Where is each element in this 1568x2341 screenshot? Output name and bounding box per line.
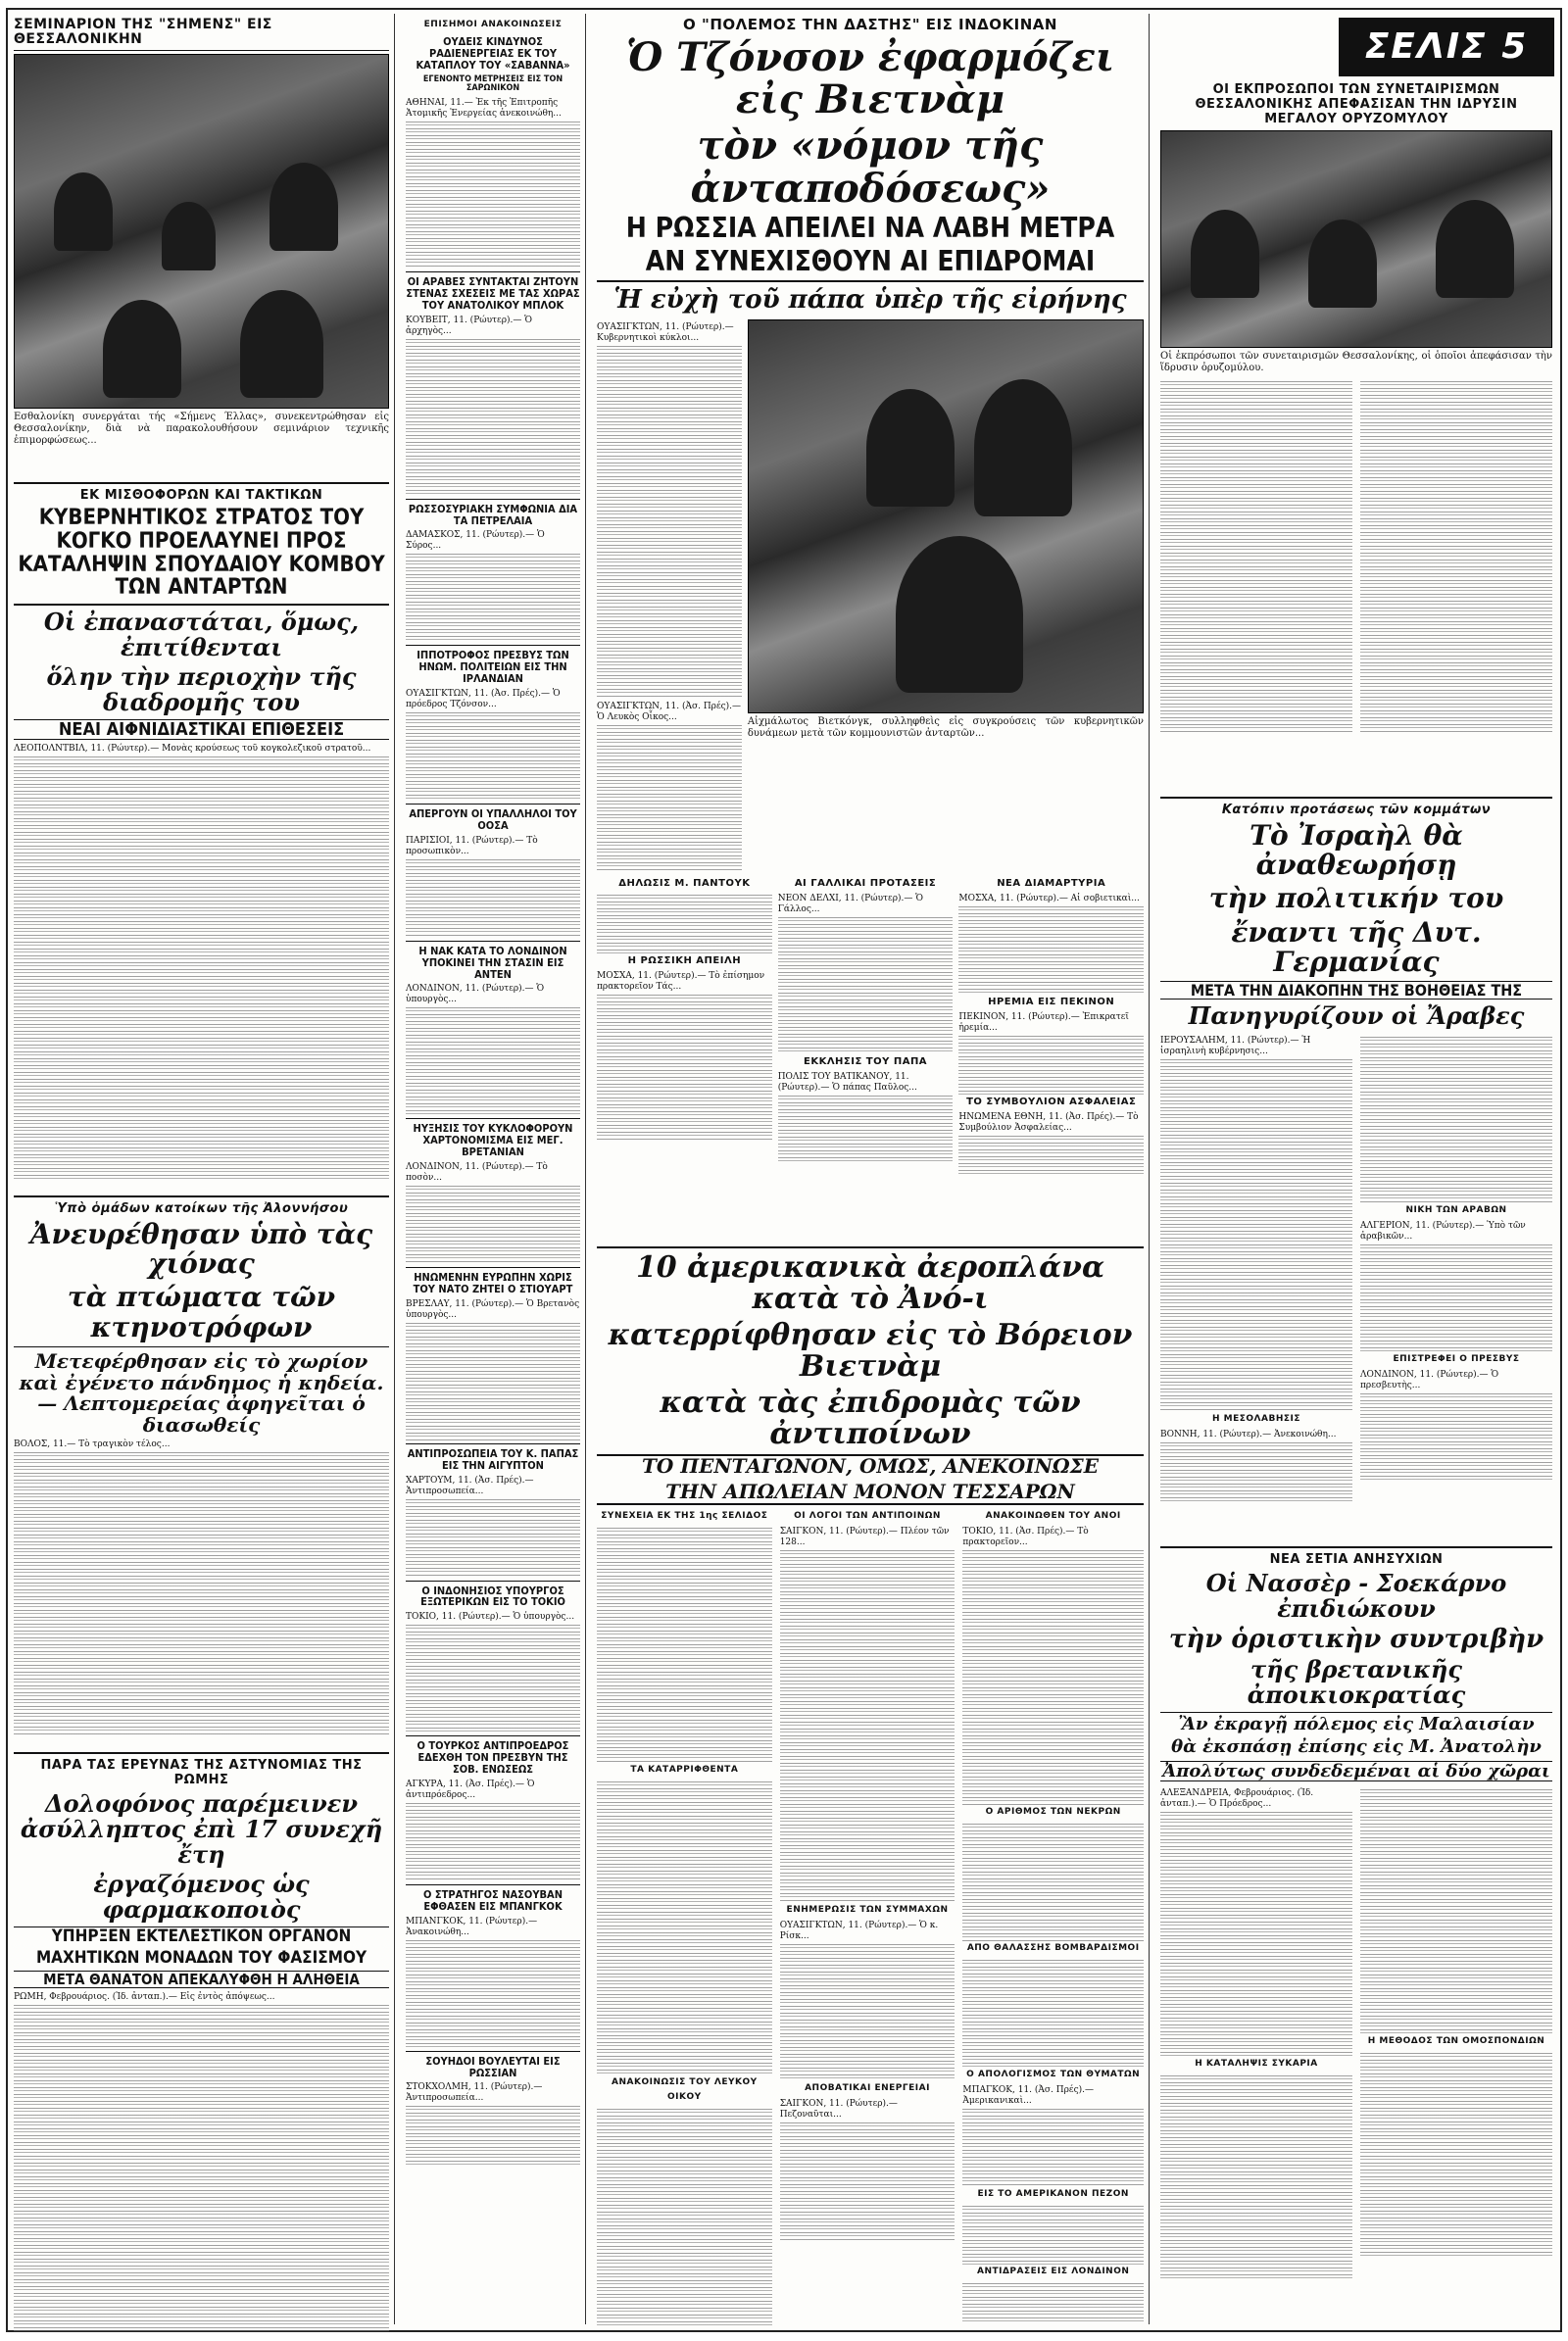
planes-dateline: ΣΑΙΓΚΟΝ, 11. (Ρώυτερ).— Πεζοναῦται... <box>779 2098 898 2120</box>
divider <box>406 645 580 646</box>
divider <box>597 1246 1144 1248</box>
divider <box>406 804 580 805</box>
israel-columns <box>1160 1033 1552 1501</box>
nasser-subheadline-3: Ἀπολύτως συνδεδεμέναι αἱ δύο χῶραι <box>1160 1761 1552 1781</box>
rome-subheadline: ΥΠΗΡΞΕΝ ΕΚΤΕΛΕΣΤΙΚΟΝ ΟΡΓΑΝΟΝ <box>14 1926 389 1945</box>
brief-body <box>406 1499 580 1578</box>
figure <box>240 290 323 398</box>
brief-body <box>406 339 580 496</box>
prisoner-photo <box>748 319 1144 713</box>
vietnam-section-head: ΗΡΕΜΙΑ ΕΙΣ ΠΕΚΙΝΟΝ <box>988 997 1115 1008</box>
planes-col-1 <box>597 1509 772 2326</box>
rice-mill-columns <box>1160 377 1552 734</box>
nasser-columns <box>1160 1785 1552 2281</box>
israel-body <box>1160 1059 1352 1412</box>
figure <box>103 300 181 398</box>
nasser-section-head: Η ΚΑΤΑΛΗΨΙΣ ΣΥΚΑΡΙΑ <box>1195 2059 1318 2070</box>
divider <box>406 2051 580 2052</box>
vietnam-body <box>958 906 1144 995</box>
planes-section-head: ΟΙ ΛΟΓΟΙ ΤΩΝ ΑΝΤΙΠΟΙΝΩΝ <box>794 1510 941 1521</box>
planes-section-head: ΑΠΟ ΘΑΛΑΣΣΗΣ ΒΟΜΒΑΡΔΙΣΜΟΙ <box>966 1942 1140 1953</box>
brief-dateline: ΛΟΝΔΙΝΟΝ, 11. (Ρώυτερ).— Ὁ ὑπουργὸς... <box>406 984 545 1005</box>
alonnisos-headline: Ἀνευρέθησαν ὑπὸ τὰς χιόνας <box>29 1218 373 1281</box>
vietnam-body <box>958 1136 1144 1175</box>
column-2 <box>400 14 586 2324</box>
planes-body <box>597 1528 772 1763</box>
vietnam-body <box>597 725 742 872</box>
israel-headline-3: ἔναντι τῆς Δυτ. Γερμανίας <box>1231 915 1482 978</box>
nasser-body <box>1160 2075 1352 2281</box>
vietnam-dateline: ΟΥΑΣΙΓΚΤΩΝ, 11. (Ἀσ. Πρές).— Ὁ Λευκὸς Οἶκος... <box>597 702 742 723</box>
brief-headline: ΗΝΩΜΕΝΗΝ ΕΥΡΩΠΗΝ ΧΩΡΙΣ ΤΟΥ ΝΑΤΟ ΖΗΤΕΙ Ο ΣΤΙΟΥΑΡΤ <box>413 1271 573 1295</box>
divider <box>14 1195 389 1197</box>
planes-body <box>962 1824 1144 1941</box>
israel-subheadline-2: Πανηγυρίζουν οἱ Ἄραβες <box>1188 1001 1525 1031</box>
planes-subheadline: ΤΟ ΠΕΝΤΑΓΩΝΟΝ, ΟΜΩΣ, ΑΝΕΚΟΙΝΩΣΕ <box>597 1454 1144 1478</box>
vietnam-kicker: Ο "ΠΟΛΕΜΟΣ ΤΗΝ ΔΑΣΤΗΣ" ΕΙΣ ΙΝΔΟΚΙΝΑΝ <box>683 16 1057 33</box>
brief-dateline: ΒΡΕΣΛΑΥ, 11. (Ρώυτερ).— Ὁ Βρετανὸς ὑπουργὸς... <box>406 1298 580 1320</box>
rome-headline-2: ἐργαζόμενος ὡς φαρμακοποιὸς <box>93 1869 310 1924</box>
vietnam-lead-col-1 <box>597 319 742 872</box>
vietnam-briefs-grid <box>597 876 1144 1175</box>
israel-body <box>1360 1393 1552 1482</box>
planes-body <box>962 2206 1144 2265</box>
congo-dateline: ΛΕΟΠΟΛΝΤΒΙΛ, 11. (Ρώυτερ).— Μονὰς κρούσεως τοῦ κογκολεζικοῦ στρατοῦ... <box>14 744 371 755</box>
vietnam-body <box>597 895 772 953</box>
planes-col-2 <box>780 1509 956 2326</box>
rome-subheadline-3: ΜΕΤΑ ΘΑΝΑΤΟΝ ΑΠΕΚΑΛΥΦΘΗ Η ΑΛΗΘΕΙΑ <box>14 1971 389 1988</box>
divider <box>406 499 580 500</box>
israel-section-head: ΝΙΚΗ ΤΩΝ ΑΡΑΒΩΝ <box>1405 1205 1507 1216</box>
israel-dateline: ΛΟΝΔΙΝΟΝ, 11. (Ρώυτερ).— Ὁ πρεσβευτὴς... <box>1360 1370 1499 1391</box>
briefs-column <box>400 14 586 2326</box>
divider <box>14 482 389 484</box>
planes-body <box>597 2109 772 2326</box>
congo-article <box>8 474 395 1180</box>
divider <box>406 1735 580 1736</box>
planes-section-head: ΑΝΤΙΔΡΑΣΕΙΣ ΕΙΣ ΛΟΝΔΙΝΟΝ <box>976 2266 1130 2276</box>
nasser-headline: Οἱ Νασσὲρ - Σοεκάρνο ἐπιδιώκουν <box>1205 1569 1507 1623</box>
nasser-col-2 <box>1360 1785 1552 2281</box>
brief-dateline: ΧΑΡΤΟΥΜ, 11. (Ἀσ. Πρές).— Ἀντιπροσωπεία... <box>406 1475 534 1496</box>
planes-dateline: ΟΥΑΣΙΓΚΤΩΝ, 11. (Ρώυτερ).— Ὁ κ. Ρίσκ... <box>779 1920 939 1941</box>
planes-body <box>780 1550 956 1903</box>
israel-subheadline: ΜΕΤΑ ΤΗΝ ΔΙΑΚΟΠΗΝ ΤΗΣ ΒΟΗΘΕΙΑΣ ΤΗΣ <box>1160 981 1552 1000</box>
divider <box>406 1118 580 1119</box>
planes-body <box>962 2283 1144 2322</box>
newspaper-page <box>6 8 1562 2332</box>
brief-body <box>406 712 580 801</box>
nasser-body <box>1360 1789 1552 2034</box>
israel-dateline: ΒΟΝΝΗ, 11. (Ρώυτερ).— Ἀνεκοινώθη... <box>1160 1430 1337 1440</box>
seminar-photo <box>14 54 389 409</box>
planes-section-head: Ο ΑΡΙΘΜΟΣ ΤΩΝ ΝΕΚΡΩΝ <box>985 1806 1121 1817</box>
planes-headline-2: κατερρίφθησαν εἰς τὸ Βόρειον Βιετνὰμ <box>608 1317 1133 1385</box>
planes-col-3 <box>962 1509 1144 2326</box>
congo-subheadline-2: ὅλην τὴν περιοχὴν τῆς διαδρομῆς του <box>46 661 357 716</box>
figure <box>1191 210 1259 298</box>
vietnam-dateline: ΠΟΛΙΣ ΤΟΥ ΒΑΤΙΚΑΝΟΥ, 11. (Ρώυτερ).— Ὁ πάπας Παῦλος... <box>777 1072 917 1094</box>
brief-headline: ΟΥΔΕΙΣ ΚΙΝΔΥΝΟΣ ΡΑΔΙΕΝΕΡΓΕΙΑΣ ΕΚ ΤΟΥ ΚΑΤΑΠΛΟΥ ΤΟΥ «ΣΑΒΑΝΝΑ» <box>416 35 570 72</box>
israel-kicker: Κατόπιν προτάσεως τῶν κομμάτων <box>1221 803 1492 817</box>
rome-body <box>14 2005 389 2332</box>
divider <box>14 50 389 51</box>
brief-headline: Ο ΣΤΡΑΤΗΓΟΣ ΝΑΣΟΥΒΑΝ ΕΦΘΑΣΕΝ ΕΙΣ ΜΠΑΝΓΚΟΚ <box>423 1887 563 1913</box>
nasser-headline-2: τὴν ὁριστικὴν συντριβὴν <box>1168 1624 1544 1654</box>
planes-article <box>591 1239 1150 2326</box>
prisoner-photo-caption: Αἰχμάλωτος Βιετκόνγκ, συλληφθεὶς εἰς συγκρούσεις τῶν κυβερνητικῶν δυνάμεων μετὰ τῶν κομμουνιστῶν ἀνταρτῶν... <box>747 716 1144 740</box>
alonnisos-kicker: Ὑπὸ ὁμάδων κατοίκων τῆς Ἀλοννήσου <box>54 1201 349 1216</box>
planes-section-head: ΣΥΝΕΧΕΙΑ ΕΚ ΤΗΣ 1ης ΣΕΛΙΔΟΣ <box>601 1510 768 1521</box>
brief-headline: ΣΟΥΗΔΟΙ ΒΟΥΛΕΥΤΑΙ ΕΙΣ ΡΩΣΣΙΑΝ <box>425 2054 561 2079</box>
vietnam-body <box>778 917 954 1054</box>
israel-headline-2: τὴν πολιτικήν του <box>1208 882 1504 915</box>
israel-col-2 <box>1360 1033 1552 1501</box>
vietnam-subheadline-3: Ἡ εὐχὴ τοῦ πάπα ὑπὲρ τῆς εἰρήνης <box>597 280 1144 314</box>
brief-body <box>406 1186 580 1264</box>
rome-subheadline-2: ΜΑΧΗΤΙΚΩΝ ΜΟΝΑΔΩΝ ΤΟΥ ΦΑΣΙΣΜΟΥ <box>35 1947 368 1968</box>
figure <box>974 379 1072 516</box>
israel-body <box>1360 1037 1552 1203</box>
vietnam-headline: Ὁ Τζόνσον ἐφαρμόζει εἰς Βιετνὰμ <box>625 34 1115 123</box>
brief-headline: ΙΠΠΟΤΡΟΦΟΣ ΠΡΕΣΒΥΣ ΤΩΝ ΗΝΩΜ. ΠΟΛΙΤΕΙΩΝ ΕΙΣ ΤΗΝ ΙΡΛΑΝΔΙΑΝ <box>416 649 569 686</box>
rice-mill-kicker: ΟΙ ΕΚΠΡΟΣΩΠΟΙ ΤΩΝ ΣΥΝΕΤΑΙΡΙΣΜΩΝ ΘΕΣΣΑΛΟΝΙΚΗΣ ΑΠΕΦΑΣΙΣΑΝ ΤΗΝ ΙΔΡΥΣΙΝ ΜΕΓΑΛΟΥ ΟΡΥΖΟΜΥΛΟΥ <box>1195 82 1518 126</box>
planes-body <box>780 2122 956 2240</box>
vietnam-briefs-col-3 <box>958 876 1144 1175</box>
brief-kicker: ΕΠΙΣΗΜΟΙ ΑΝΑΚΟΙΝΩΣΕΙΣ <box>423 20 563 29</box>
rome-article <box>8 1744 395 2332</box>
vietnam-section-head: ΕΚΚΛΗΣΙΣ ΤΟΥ ΠΑΠΑ <box>803 1056 928 1068</box>
nasser-section-head: Η ΜΕΘΟΔΟΣ ΤΩΝ ΟΜΟΣΠΟΝΔΙΩΝ <box>1367 2036 1545 2047</box>
planes-section-head: ΤΑ ΚΑΤΑΡΡΙΦΘΕΝΤΑ <box>630 1764 739 1775</box>
planes-dateline: ΣΑΙΓΚΟΝ, 11. (Ρώυτερ).— Πλέον τῶν 128... <box>779 1526 950 1547</box>
seminar-article <box>8 14 395 464</box>
planes-body <box>962 2109 1144 2187</box>
vietnam-briefs-col-2 <box>778 876 954 1175</box>
planes-body <box>962 1960 1144 2068</box>
brief-headline: ΑΝΤΙΠΡΟΣΩΠΕΙΑ ΤΟΥ Κ. ΠΑΠΑΣ ΕΙΣ ΤΗΝ ΑΙΓΥΠΤΟΝ <box>407 1446 579 1472</box>
congo-subheadline-3: ΝΕΑΙ ΑΙΦΝΙΔΙΑΣΤΙΚΑΙ ΕΠΙΘΕΣΕΙΣ <box>14 719 389 740</box>
cooperatives-caption: Οἱ ἐκπρόσωποι τῶν συνεταιρισμῶν Θεσσαλονίκης, οἱ ὁποῖοι ἀπεφάσισαν τὴν ἵδρυσιν ὀρυζομύλου. <box>1160 351 1552 373</box>
brief-body <box>406 122 580 268</box>
brief-dateline: ΔΑΜΑΣΚΟΣ, 11. (Ρώυτερ).— Ὁ Σύρος... <box>406 530 545 552</box>
brief-dateline: ΟΥΑΣΙΓΚΤΩΝ, 11. (Ἀσ. Πρές).— Ὁ πρόεδρος Τζόνσον... <box>406 689 561 710</box>
israel-body <box>1160 1442 1352 1501</box>
alonnisos-headline-2: τὰ πτώματα τῶν κτηνοτρόφων <box>67 1281 336 1343</box>
rice-mill-body <box>1360 381 1552 734</box>
brief-dateline: ΑΓΚΥΡΑ, 11. (Ἀσ. Πρές).— Ὁ ἀντιπρόεδρος... <box>406 1779 535 1800</box>
planes-section-head: ΕΙΣ ΤΟ ΑΜΕΡΙΚΑΝΟΝ ΠΕΖΟΝ <box>977 2188 1129 2199</box>
israel-headline: Τὸ Ἰσραὴλ θὰ ἀναθεωρήσῃ <box>1250 819 1463 882</box>
brief-subheadline: ΕΓΕΝΟΝΤΟ ΜΕΤΡΗΣΕΙΣ ΕΙΣ ΤΟΝ ΣΑΡΩΝΙΚΟΝ <box>422 73 564 94</box>
planes-subheadline-2: ΤΗΝ ΑΠΩΛΕΙΑΝ ΜΟΝΟΝ ΤΕΣΣΑΡΩΝ <box>597 1482 1144 1505</box>
brief-body <box>406 554 580 642</box>
brief-body <box>406 859 580 938</box>
planes-body <box>962 1550 1144 1805</box>
planes-dateline: ΜΠΑΓΚΟΚ, 11. (Ἀσ. Πρές).— Ἀμερικανικαὶ... <box>962 2084 1094 2106</box>
israel-col-1 <box>1160 1033 1352 1501</box>
vietnam-dateline: ΟΥΑΣΙΓΚΤΩΝ, 11. (Ρώυτερ).— Κυβερνητικοὶ κύκλοι... <box>597 322 734 344</box>
vietnam-body <box>597 995 772 1142</box>
brief-body <box>406 1803 580 1881</box>
vietnam-lead-col-2 <box>748 319 1144 872</box>
rome-headline: Δολοφόνος παρέμεινεν ἀσύλληπτος ἐπὶ 17 συνεχῆ ἔτη <box>20 1789 383 1869</box>
israel-dateline: ΙΕΡΟΥΣΑΛΗΜ, 11. (Ρώυτερ).— Ἡ ἰσραηλινὴ κυβέρνησις... <box>1160 1036 1311 1057</box>
brief-headline: ΑΠΕΡΓΟΥΝ ΟΙ ΥΠΑΛΛΗΛΟΙ ΤΟΥ ΟΟΣΑ <box>409 807 577 832</box>
divider <box>406 271 580 272</box>
planes-dateline: ΤΟΚΙΟ, 11. (Ἀσ. Πρές).— Τὸ πρακτορεῖον... <box>962 1526 1089 1547</box>
planes-headline: 10 ἀμερικανικὰ ἀεροπλάνα κατὰ τὸ Ἀνό-ι <box>635 1250 1105 1317</box>
page-number-badge: ΣΕΛΙΣ 5 <box>1339 18 1554 76</box>
vietnam-section-head: ΝΕΑ ΔΙΑΜΑΡΤΥΡΙΑ <box>997 878 1106 890</box>
congo-subheadline: Οἱ ἐπαναστάται, ὅμως, ἐπιτίθενται <box>14 604 389 660</box>
vietnam-dateline: ΗΝΩΜΕΝΑ ΕΘΝΗ, 11. (Ἀσ. Πρές).— Τὸ Συμβούλιον Ἀσφαλείας... <box>958 1112 1139 1134</box>
planes-section-head: ΑΠΟΒΑΤΙΚΑΙ ΕΝΕΡΓΕΙΑΙ <box>805 2082 930 2093</box>
brief-dateline: ΚΟΥΒΕΙΤ, 11. (Ρώυτερ).— Ὁ ἀρχηγὸς... <box>406 315 532 336</box>
divider <box>406 1581 580 1582</box>
divider <box>406 1267 580 1268</box>
figure <box>162 202 216 270</box>
planes-body <box>780 1944 956 2081</box>
brief-body <box>406 2106 580 2165</box>
nasser-headline-3: τῆς βρετανικῆς ἀποικιοκρατίας <box>1247 1654 1466 1709</box>
brief-headline: ΡΩΣΣΟΣΥΡΙΑΚΗ ΣΥΜΦΩΝΙΑ ΔΙΑ ΤΑ ΠΕΤΡΕΛΑΙΑ <box>408 502 578 527</box>
alonnisos-article <box>8 1188 395 1736</box>
vietnam-lead-article <box>591 14 1150 1239</box>
nasser-dateline: ΑΛΕΞΑΝΔΡΕΙΑ, Φεβρουάριος. (Ἰδ. ἀνταπ.).— Ὁ Πρόεδρος... <box>1160 1788 1314 1810</box>
vietnam-subheadline: Η ΡΩΣΣΙΑ ΑΠΕΙΛΕΙ ΝΑ ΛΑΒΗ ΜΕΤΡΑ <box>625 211 1115 244</box>
brief-dateline: ΜΠΑΝΓΚΟΚ, 11. (Ρώυτερ).— Ἀνακοινώθη... <box>406 1916 538 1937</box>
column-1 <box>8 14 395 2324</box>
figure <box>1436 200 1514 298</box>
brief-body <box>406 1007 580 1115</box>
figure <box>1308 219 1377 308</box>
planes-section-head: ΑΝΑΚΟΙΝΩΣΙΣ ΤΟΥ ΛΕΥΚΟΥ ΟΙΚΟΥ <box>612 2076 758 2102</box>
brief-dateline: ΛΟΝΔΙΝΟΝ, 11. (Ρώυτερ).— Τὸ ποσὸν... <box>406 1162 548 1184</box>
planes-section-head: Ο ΑΠΟΛΟΓΙΣΜΟΣ ΤΩΝ ΘΥΜΑΤΩΝ <box>966 2069 1141 2079</box>
planes-section-head: ΑΝΑΚΟΙΝΩΘΕΝ ΤΟΥ ΑΝΟΙ <box>985 1510 1121 1521</box>
brief-headline: Ο ΤΟΥΡΚΟΣ ΑΝΤΙΠΡΟΕΔΡΟΣ ΕΔΕΧΘΗ ΤΟΝ ΠΡΕΣΒΥΝ ΤΗΣ ΣΟΒ. ΕΝΩΣΕΩΣ <box>416 1739 569 1777</box>
vietnam-subheadline-2: ΑΝ ΣΥΝΕΧΙΣΘΟΥΝ ΑΙ ΕΠΙΔΡΟΜΑΙ <box>645 244 1096 277</box>
figure <box>270 163 338 251</box>
brief-dateline: ΣΤΟΚΧΟΛΜΗ, 11. (Ρώυτερ).— Ἀντιπροσωπεία... <box>406 2082 543 2104</box>
vietnam-dateline: ΜΟΣΧΑ, 11. (Ρώυτερ).— Τὸ ἐπίσημον πρακτορεῖον Τάς... <box>597 971 765 993</box>
divider <box>406 941 580 942</box>
divider <box>14 1752 389 1754</box>
divider <box>1160 1546 1552 1548</box>
congo-body <box>14 756 389 1180</box>
planes-headline-3: κατὰ τὰς ἐπιδρομὰς τῶν ἀντιποίνων <box>660 1385 1081 1451</box>
alonnisos-subheadline: Μετεφέρθησαν εἰς τὸ χωρίον καὶ ἐγένετο πάνδημος ἡ κηδεία.— Λεπτομερείας ἀφηγεῖται ὁ διασωθείς <box>14 1346 389 1436</box>
rome-kicker: ΠΑΡΑ ΤΑΣ ΕΡΕΥΝΑΣ ΤΗΣ ΑΣΤΥΝΟΜΙΑΣ ΤΗΣ ΡΩΜΗΣ <box>40 1758 363 1787</box>
vietnam-section-head: ΤΟ ΣΥΜΒΟΥΛΙΟΝ ΑΣΦΑΛΕΙΑΣ <box>966 1097 1137 1108</box>
israel-article <box>1154 789 1558 1534</box>
planes-columns <box>597 1509 1144 2326</box>
vietnam-body <box>958 1036 1144 1095</box>
nasser-article <box>1154 1538 1558 2332</box>
center-columns <box>591 14 1150 2324</box>
israel-body <box>1360 1244 1552 1352</box>
vietnam-body <box>597 346 742 699</box>
figure <box>866 389 955 507</box>
seminar-caption: Εσθαλονίκη συνεργάται τής «Σήμενς Έλλας», συνεκεντρώθησαν εἰς Θεσσαλονίκην, διὰ νὰ παρακολουθήσουν σεμινάριον τεχνικῆς ἐπιμορφώσεως... <box>14 412 389 446</box>
vietnam-section-head: ΔΗΛΩΣΙΣ Μ. ΠΑΝΤΟΥΚ <box>618 878 751 890</box>
nasser-body <box>1360 2053 1552 2259</box>
brief-headline: ΗΥΞΗΣΙΣ ΤΟΥ ΚΥΚΛΟΦΟΡΟΥΝ ΧΑΡΤΟΝΟΜΙΣΜΑ ΕΙΣ ΜΕΓ. ΒΡΕΤΑΝΙΑΝ <box>413 1122 573 1159</box>
vietnam-section-head: ΑΙ ΓΑΛΛΙΚΑΙ ΠΡΟΤΑΣΕΙΣ <box>794 878 937 890</box>
brief-dateline: ΑΘΗΝΑΙ, 11.— Ἐκ τῆς Ἐπιτροπῆς Ἀτομικῆς Ἐνεργείας ἀνεκοινώθη... <box>406 98 562 120</box>
nasser-kicker: ΝΕΑ ΣΕΤΙΑ ΑΝΗΣΥΧΙΩΝ <box>1269 1552 1444 1567</box>
seminar-kicker: ΣΕΜΙΝΑΡΙΟΝ ΤΗΣ "ΣΗΜΕΝΣ" ΕΙΣ ΘΕΣΣΑΛΟΝΙΚΗΝ <box>14 17 272 47</box>
brief-body <box>406 1323 580 1440</box>
vietnam-lead-columns <box>597 319 1144 872</box>
rome-dateline: ΡΩΜΗ, Φεβρουάριος. (Ἰδ. ἀνταπ.).— Εἰς ἐντὸς ἀπόψεως... <box>14 1992 275 2003</box>
alonnisos-body <box>14 1452 389 1736</box>
rice-mill-article <box>1154 78 1558 784</box>
figure <box>896 536 1023 693</box>
planes-section-head: ΕΝΗΜΕΡΩΣΙΣ ΤΩΝ ΣΥΜΜΑΧΩΝ <box>786 1904 949 1915</box>
vietnam-section-head: Η ΡΩΣΣΙΚΗ ΑΠΕΙΛΗ <box>627 955 742 967</box>
cooperatives-photo <box>1160 130 1552 348</box>
brief-headline: Η ΝΑΚ ΚΑΤΑ ΤΟ ΛΟΝΔΙΝΟΝ ΥΠΟΚΙΝΕΙ ΤΗΝ ΣΤΑΣΙΝ ΕΙΣ ΑΝΤΕΝ <box>418 944 567 981</box>
right-columns <box>1154 78 1558 2324</box>
divider <box>406 1443 580 1444</box>
divider <box>406 1884 580 1885</box>
congo-headline: ΚΥΒΕΡΝΗΤΙΚΟΣ ΣΤΡΑΤΟΣ ΤΟΥ ΚΟΓΚΟ ΠΡΟΕΛΑΥΝΕΙ ΠΡΟΣ ΚΑΤΑΛΗΨΙΝ ΣΠΟΥΔΑΙΟΥ ΚΟΜΒΟΥ ΤΩΝ ΑΝΤΑΡΤΩΝ <box>18 506 385 601</box>
israel-dateline: ΑΛΓΕΡΙΟΝ, 11. (Ρώυτερ).— Ὑπὸ τῶν ἀραβικῶν... <box>1360 1221 1526 1243</box>
nasser-subheadline: Ἂν ἐκραγῇ πόλεμος εἰς Μαλαισίαν <box>1160 1712 1552 1733</box>
vietnam-briefs-col-1 <box>597 876 772 1175</box>
brief-body <box>406 1625 580 1732</box>
israel-section-head: ΕΠΙΣΤΡΕΦΕΙ Ο ΠΡΕΣΒΥΣ <box>1393 1354 1520 1365</box>
rice-mill-body <box>1160 381 1352 734</box>
brief-body <box>406 1940 580 2048</box>
planes-body <box>597 1781 772 2075</box>
brief-dateline: ΤΟΚΙΟ, 11. (Ρώυτερ).— Ὁ ὑπουργὸς... <box>406 1612 575 1623</box>
alonnisos-dateline: ΒΟΛΟΣ, 11.— Τὸ τραγικὸν τέλος... <box>14 1439 171 1450</box>
vietnam-dateline: ΠΕΚΙΝΟΝ, 11. (Ρώυτερ).— Ἐπικρατεῖ ἡρεμία... <box>958 1012 1129 1034</box>
vietnam-body <box>778 1096 954 1164</box>
vietnam-headline-2: τὸν «νόμον τῆς ἀνταποδόσεως» <box>690 122 1051 212</box>
vietnam-dateline: ΝΕΟΝ ΔΕΛΧΙ, 11. (Ρώυτερ).— Ὁ Γάλλος... <box>777 894 923 915</box>
brief-dateline: ΠΑΡΙΣΙΟΙ, 11. (Ρώυτερ).— Τὸ προσωπικὸν... <box>406 835 538 856</box>
brief-headline: Ο ΙΝΔΟΝΗΣΙΟΣ ΥΠΟΥΡΓΟΣ ΕΞΩΤΕΡΙΚΩΝ ΕΙΣ ΤΟ ΤΟΚΙΟ <box>420 1584 565 1609</box>
israel-section-head: Η ΜΕΣΟΛΑΒΗΣΙΣ <box>1211 1414 1301 1425</box>
divider <box>1160 797 1552 799</box>
brief-headline: ΟΙ ΑΡΑΒΕΣ ΣΥΝΤΑΚΤΑΙ ΖΗΤΟΥΝ ΣΤΕΝΑΣ ΣΧΕΣΕΙΣ ΜΕ ΤΑΣ ΧΩΡΑΣ ΤΟΥ ΑΝΑΤΟΛΙΚΟΥ ΜΠΛΟΚ <box>406 275 580 312</box>
vietnam-dateline: ΜΟΣΧΑ, 11. (Ρώυτερ).— Αἱ σοβιετικαὶ... <box>958 894 1140 904</box>
nasser-subheadline-2: θὰ ἐκσπάσῃ ἐπίσης εἰς Μ. Ἀνατολὴν <box>1171 1736 1542 1758</box>
congo-kicker: ΕΚ ΜΙΣΘΟΦΟΡΩΝ ΚΑΙ ΤΑΚΤΙΚΩΝ <box>79 488 323 503</box>
figure <box>54 172 113 251</box>
nasser-body <box>1160 1812 1352 2057</box>
nasser-col-1 <box>1160 1785 1352 2281</box>
